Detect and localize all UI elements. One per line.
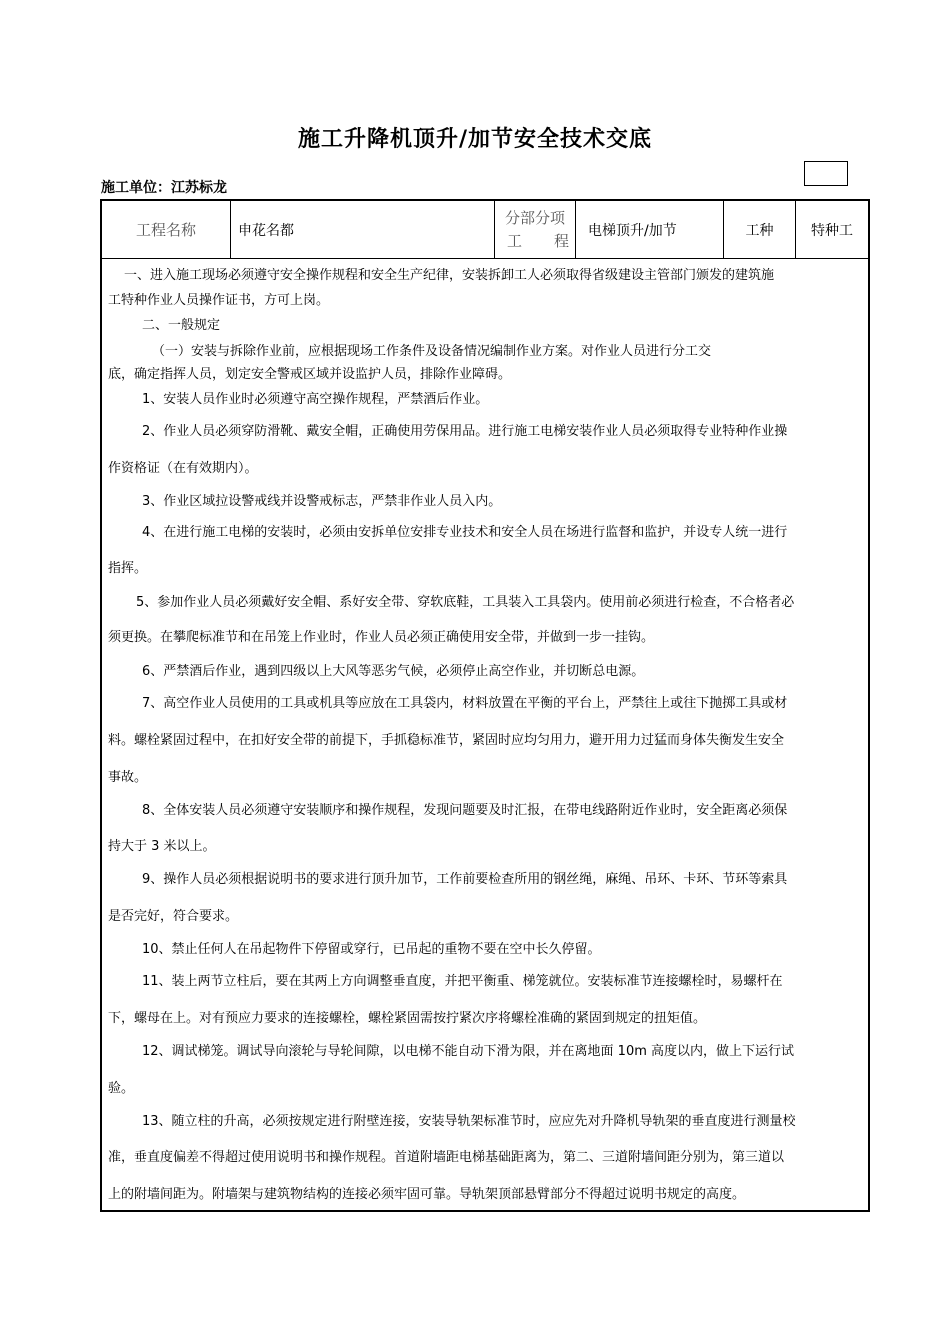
work-type-label: 工种 bbox=[724, 201, 796, 258]
content-line: 一、进入施工现场必须遵守安全操作规程和安全生产纪律，安装拆卸工人必须取得省级建设主管部门颁发的建筑施 bbox=[124, 268, 775, 283]
content-line: 验。 bbox=[108, 1081, 135, 1096]
content-line: 下，螺母在上。对有预应力要求的连接螺栓，螺栓紧固需按拧紧次序将螺栓准确的紧固到规定的扭矩值。 bbox=[108, 1011, 707, 1026]
sub-project-label-char1: 工 bbox=[507, 231, 523, 250]
document-title: 施工升降机顶升/加节安全技术交底 bbox=[297, 127, 653, 152]
table-header-row bbox=[102, 201, 868, 259]
content-line: 9、操作人员必须根据说明书的要求进行顶升加节，工作前要检查所用的钢丝绳，麻绳、吊环、卡环、节环等索具 bbox=[142, 872, 788, 887]
content-line: 二、一般规定 bbox=[142, 318, 221, 333]
content-line: 指挥。 bbox=[108, 561, 148, 576]
sub-project-label-char2: 程 bbox=[553, 231, 569, 250]
content-line: 4、在进行施工电梯的安装时，必须由安拆单位安排专业技术和安全人员在场进行监督和监护，并设专人统一进行 bbox=[142, 525, 788, 540]
content-line: 上的附墙间距为。附墙架与建筑物结构的连接必须牢固可靠。导轨架顶部悬臂部分不得超过说明书规定的高度。 bbox=[108, 1187, 746, 1202]
content-line: 3、作业区域拉设警戒线并设警戒标志，严禁非作业人员入内。 bbox=[142, 494, 502, 509]
content-line: 1、安装人员作业时必须遵守高空操作规程，严禁酒后作业。 bbox=[142, 392, 489, 407]
content-line: 12、调试梯笼。调试导向滚轮与导轮间隙，以电梯不能自动下滑为限，并在离地面 10m 高度以内，做上下运行试 bbox=[142, 1044, 795, 1059]
content-line: 8、全体安装人员必须遵守安装顺序和操作规程，发现问题要及时汇报，在带电线路附近作业时，安全距离必须保 bbox=[142, 803, 788, 818]
content-line: 是否完好，符合要求。 bbox=[108, 909, 239, 924]
disclosure-table bbox=[100, 199, 870, 1212]
content-line: 须更换。在攀爬标准节和在吊笼上作业时，作业人员必须正确使用安全带，并做到一步一挂钩。 bbox=[108, 630, 655, 645]
content-line: 11、装上两节立柱后，要在其两上方向调整垂直度，并把平衡重、梯笼就位。安装标准节连接螺栓时，易螺杆在 bbox=[142, 974, 783, 989]
content-line: 6、严禁酒后作业，遇到四级以上大风等恶劣气候，必须停止高空作业，并切断总电源。 bbox=[142, 664, 645, 679]
content-line: 7、高空作业人员使用的工具或机具等应放在工具袋内，材料放置在平衡的平台上，严禁往上或往下抛掷工具或材 bbox=[142, 696, 788, 711]
content-line: 事故。 bbox=[108, 770, 148, 785]
document-number-box bbox=[804, 161, 848, 186]
content-line: （一）安装与拆除作业前，应根据现场工作条件及设备情况编制作业方案。对作业人员进行分工交 bbox=[152, 344, 712, 359]
content-line: 准，垂直度偏差不得超过使用说明书和操作规程。首道附墙距电梯基础距离为，第二、三道附墙间距分别为，第三道以 bbox=[108, 1150, 785, 1165]
work-type-value: 特种工 bbox=[811, 222, 853, 239]
project-name-value: 申花名都 bbox=[231, 201, 495, 258]
sub-project-value: 电梯顶升/加节 bbox=[576, 201, 724, 258]
content-line: 料。螺栓紧固过程中，在扣好安全带的前提下，手抓稳标准节，紧固时应均匀用力，避开用力过猛而身体失衡发生安全 bbox=[108, 733, 785, 748]
content-line: 工特种作业人员操作证书，方可上岗。 bbox=[108, 293, 330, 308]
content-line: 5、参加作业人员必须戴好安全帽、系好安全带、穿软底鞋，工具装入工具袋内。使用前必须进行检查，不合格者必 bbox=[136, 595, 795, 610]
project-name-label: 工程名称 bbox=[102, 201, 231, 258]
sub-project-label-line2 bbox=[495, 229, 575, 253]
content-line: 作资格证（在有效期内）。 bbox=[108, 461, 258, 476]
content-line: 13、随立柱的升高，必须按规定进行附壁连接，安装导轨架标准节时，应应先对升降机导轨架的垂直度进行测量校 bbox=[142, 1114, 796, 1129]
content-line: 底，确定指挥人员，划定安全警戒区域并设监护人员，排除作业障碍。 bbox=[108, 367, 512, 382]
content-line: 持大于 3 米以上。 bbox=[108, 839, 216, 854]
sub-project-label-line1: 分部分项 bbox=[504, 208, 565, 227]
content-line: 10、禁止任何人在吊起物件下停留或穿行，已吊起的重物不要在空中长久停留。 bbox=[142, 942, 601, 957]
construction-unit: 施工单位：江苏标龙 bbox=[101, 180, 227, 196]
sub-project-label bbox=[495, 201, 576, 258]
content-line: 2、作业人员必须穿防滑靴、戴安全帽，正确使用劳保用品。进行施工电梯安装作业人员必须取得专业特种作业操 bbox=[142, 424, 788, 439]
